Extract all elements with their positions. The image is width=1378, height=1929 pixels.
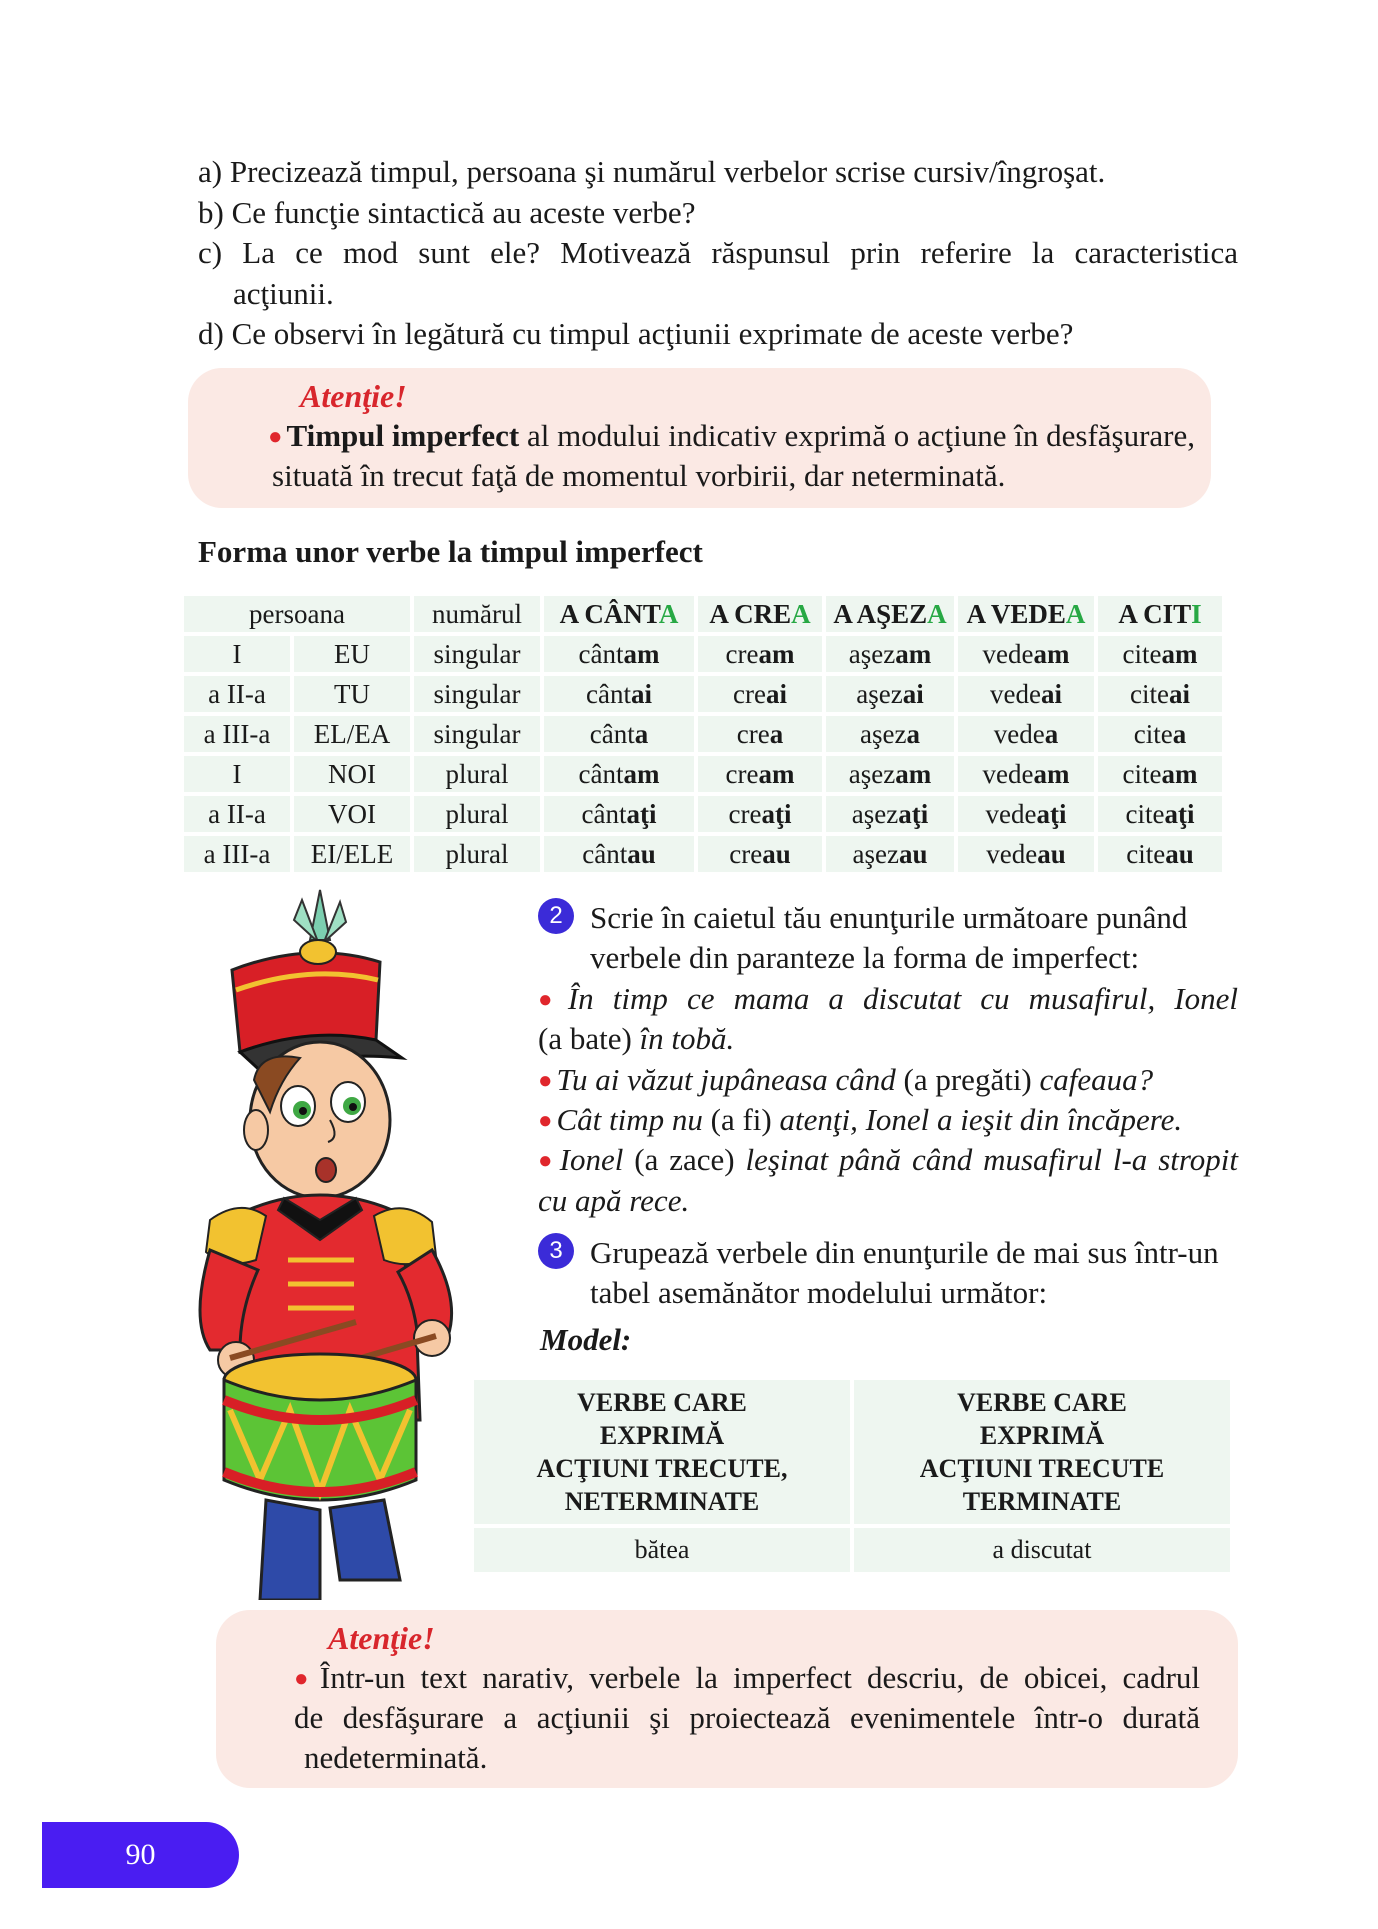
- verb-hint-2: (a pregăti): [895, 1062, 1040, 1097]
- table-row: [184, 716, 1222, 752]
- verb-form-cell: creai: [698, 676, 822, 712]
- term-bold: Timpul imperfect: [286, 418, 520, 453]
- header-numarul: numărul: [414, 596, 540, 632]
- number-cell: singular: [414, 636, 540, 672]
- number-cell: plural: [414, 836, 540, 872]
- attention-text-2: de desfăşurare a acţiunii şi proiectează evenimentele într-o durată: [294, 1700, 1200, 1735]
- attention-text-1: ● Într-un text narativ, verbele la imperfect descriu, de obicei, cadrul: [294, 1660, 1201, 1695]
- exercise-2-sentence-1: [538, 979, 1238, 1020]
- question-b: b) Ce funcţie sintactică au aceste verbe?: [198, 195, 696, 230]
- pronoun-cell: NOI: [294, 756, 410, 792]
- bullet-icon: ●: [538, 987, 564, 1013]
- exercise-2-line-2: verbele din paranteze la forma de imperfect:: [590, 940, 1140, 975]
- verb-hint-1: (a bate): [538, 1021, 632, 1056]
- exercise-2-instruction: Scrie în caietul tău enunţurile următoare punând: [590, 900, 1188, 935]
- model-value-unfinished: bătea: [474, 1528, 850, 1572]
- header-a-canta: A CÂNTA: [544, 596, 694, 632]
- number-cell: singular: [414, 676, 540, 712]
- person-cell: I: [184, 756, 290, 792]
- table-row: [184, 636, 1222, 672]
- drummer-boy-illustration: [170, 880, 500, 1600]
- question-d: d) Ce observi în legătură cu timpul acţiunii exprimate de aceste verbe?: [198, 316, 1074, 351]
- bullet-icon: ●: [538, 1148, 556, 1174]
- verb-form-cell: citeau: [1098, 836, 1222, 872]
- pronoun-cell: EL/EA: [294, 716, 410, 752]
- person-cell: a III-a: [184, 836, 290, 872]
- definition-part-1: al modului indicativ exprimă o acţiune în desfăşurare,: [519, 418, 1196, 453]
- attention-text-3: nedeterminată.: [304, 1740, 488, 1775]
- header-a-crea: A CREA: [698, 596, 822, 632]
- number-cell: plural: [414, 796, 540, 832]
- verb-form-cell: aşezam: [826, 756, 954, 792]
- exercise-number-badge: 2: [538, 898, 574, 934]
- verb-form-cell: vedeau: [958, 836, 1094, 872]
- verb-form-cell: aşezam: [826, 636, 954, 672]
- verb-form-cell: cântau: [544, 836, 694, 872]
- verb-form-cell: citea: [1098, 716, 1222, 752]
- number-cell: plural: [414, 756, 540, 792]
- attention-note-2: [216, 1610, 1238, 1788]
- exercise-3-line-2: tabel asemănător modelului următor:: [590, 1275, 1048, 1310]
- verb-form-cell: aşeza: [826, 716, 954, 752]
- verb-form-cell: citeai: [1098, 676, 1222, 712]
- bullet-icon: ●: [268, 424, 283, 450]
- model-header-unfinished: VERBE CARE EXPRIMĂ ACŢIUNI TRECUTE, NETERMINATE: [474, 1380, 850, 1524]
- header-a-vedea: A VEDEA: [958, 596, 1094, 632]
- header-a-aseza: A AŞEZA: [826, 596, 954, 632]
- question-c: c) La ce mod sunt ele? Motivează răspunsul prin referire la caracteristica: [198, 235, 1238, 270]
- table-row: [184, 676, 1222, 712]
- attention-title: Atenţie!: [300, 378, 407, 414]
- attention-note-1: [188, 368, 1211, 508]
- page-number: 90: [42, 1822, 239, 1888]
- verb-form-cell: cântai: [544, 676, 694, 712]
- table-row: [184, 836, 1222, 872]
- pronoun-cell: EI/ELE: [294, 836, 410, 872]
- sentence-1-text: În timp ce mama a discutat cu musafirul, Ionel: [567, 981, 1239, 1016]
- pronoun-cell: TU: [294, 676, 410, 712]
- question-c-continuation: acţiunii.: [233, 276, 334, 311]
- model-value-finished: a discutat: [854, 1528, 1230, 1572]
- verb-form-cell: citeaţi: [1098, 796, 1222, 832]
- verb-form-cell: cântam: [544, 756, 694, 792]
- person-cell: a II-a: [184, 796, 290, 832]
- exercise-2-sentence-2: ● Tu ai văzut jupâneasa când (a pregăti) cafeaua?: [538, 1062, 1154, 1097]
- verb-form-cell: cream: [698, 756, 822, 792]
- exercise-2-sentence-4: ● Ionel (a zace) leşinat până când musafirul l-a stropit: [538, 1142, 1239, 1177]
- bullet-icon: ●: [538, 1108, 553, 1134]
- verb-form-cell: vedea: [958, 716, 1094, 752]
- verb-form-cell: citeam: [1098, 756, 1222, 792]
- exercise-number-badge: 3: [538, 1233, 574, 1269]
- verb-form-cell: aşezau: [826, 836, 954, 872]
- table-row: [184, 756, 1222, 792]
- verb-hint-3: (a fi): [702, 1102, 780, 1137]
- exercise-2-sentence-1-cont: [538, 1019, 734, 1059]
- bullet-icon: ●: [294, 1666, 316, 1692]
- attention-title: Atenţie!: [328, 1620, 435, 1656]
- pronoun-cell: VOI: [294, 796, 410, 832]
- verb-form-cell: vedeam: [958, 636, 1094, 672]
- exercise-2-sentence-3: ● Cât timp nu (a fi) atenţi, Ionel a ieşit din încăpere.: [538, 1102, 1183, 1137]
- question-a: a) Precizează timpul, persoana şi numărul verbelor scrise cursiv/îngroşat.: [198, 154, 1106, 189]
- person-cell: a II-a: [184, 676, 290, 712]
- verb-form-cell: creau: [698, 836, 822, 872]
- exercise-2-sentence-4-cont: cu apă rece.: [538, 1183, 690, 1218]
- header-a-citi: A CITI: [1098, 596, 1222, 632]
- verb-form-cell: cream: [698, 636, 822, 672]
- verb-form-cell: cântam: [544, 636, 694, 672]
- verb-form-cell: vedeam: [958, 756, 1094, 792]
- model-table: [470, 1376, 1234, 1576]
- verb-form-cell: vedeai: [958, 676, 1094, 712]
- verb-form-cell: vedeaţi: [958, 796, 1094, 832]
- person-cell: a III-a: [184, 716, 290, 752]
- attention-text-1: [268, 416, 1195, 457]
- verb-form-cell: aşezai: [826, 676, 954, 712]
- verb-form-cell: crea: [698, 716, 822, 752]
- sentence-1-end: în tobă.: [631, 1021, 735, 1056]
- attention-text-2: situată în trecut faţă de momentul vorbirii, dar neterminată.: [272, 458, 1006, 493]
- table-row: [184, 796, 1222, 832]
- number-cell: singular: [414, 716, 540, 752]
- verb-form-cell: cântaţi: [544, 796, 694, 832]
- verb-form-cell: creaţi: [698, 796, 822, 832]
- table-header-row: [184, 596, 1222, 632]
- verb-hint-4: (a zace): [623, 1142, 746, 1177]
- pronoun-cell: EU: [294, 636, 410, 672]
- table-title: Forma unor verbe la timpul imperfect: [198, 534, 703, 569]
- model-header-finished: VERBE CARE EXPRIMĂ ACŢIUNI TRECUTE TERMINATE: [854, 1380, 1230, 1524]
- header-persoana: persoana: [184, 596, 410, 632]
- model-label: Model:: [540, 1322, 632, 1357]
- conjugation-table: [180, 592, 1226, 876]
- bullet-icon: ●: [538, 1068, 553, 1094]
- exercise-3-instruction: Grupează verbele din enunţurile de mai sus într-un: [590, 1235, 1219, 1270]
- verb-form-cell: citeam: [1098, 636, 1222, 672]
- person-cell: I: [184, 636, 290, 672]
- verb-form-cell: cânta: [544, 716, 694, 752]
- verb-form-cell: aşezaţi: [826, 796, 954, 832]
